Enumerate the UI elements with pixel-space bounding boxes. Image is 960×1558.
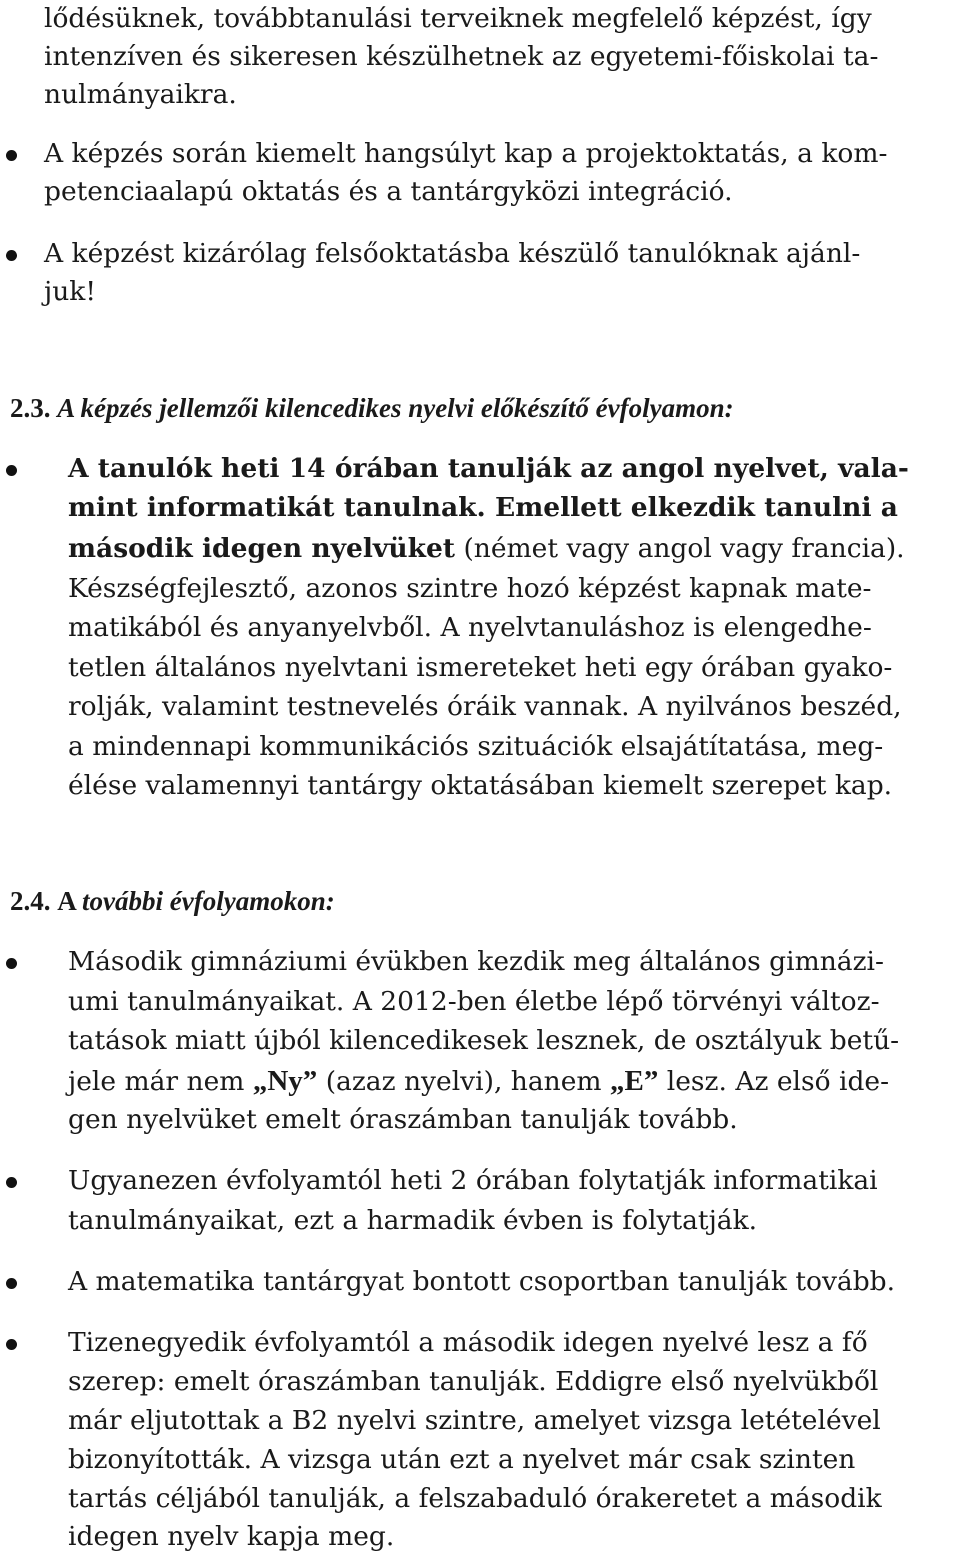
section-2-4-title: további évfolyamokon: bbox=[82, 886, 335, 916]
s24-b4-line-2: szerep: emelt óraszámban tanulják. Eddigre első nyelvükből bbox=[68, 1366, 879, 1397]
section-2-4-number: 2.4. bbox=[10, 886, 51, 916]
s23-line-4: Készségfejlesztő, azonos szintre hozó képzést kapnak mate- bbox=[68, 573, 872, 604]
s24-b3-line-1: A matematika tantárgyat bontott csoportban tanulják tovább. bbox=[68, 1266, 896, 1297]
bullet-a2-line-1: A képzést kizárólag felsőoktatásba készülő tanulóknak ajánl- bbox=[44, 238, 861, 269]
s24-b1-line-4-c: lesz. Az első ide- bbox=[658, 1066, 890, 1097]
s24-b2-line-1: Ugyanezen évfolyamtól heti 2 órában folytatják informatikai bbox=[68, 1165, 878, 1196]
s23-line-2: mint informatikát tanulnak. Emellett elkezdik tanulni a bbox=[68, 492, 898, 523]
s24-b4-line-3: már eljutottak a B2 nyelvi szintre, amelyet vizsga letételével bbox=[68, 1405, 881, 1436]
s24-b1-line-4-b: (azaz nyelvi), hanem bbox=[317, 1066, 610, 1097]
s23-line-3 bbox=[68, 530, 905, 570]
bullet-dot-icon bbox=[6, 1177, 17, 1188]
s23-line-8: a mindennapi kommunikációs szituációk elsajátítatása, meg- bbox=[68, 731, 884, 762]
bullet-a1-line-2: petenciaalapú oktatás és a tantárgyközi integráció. bbox=[44, 176, 733, 207]
s24-b1-line-4 bbox=[68, 1062, 889, 1102]
s23-line-5: matikából és anyanyelvből. A nyelvtanuláshoz is elengedhe- bbox=[68, 612, 872, 643]
section-2-3-number: 2.3. bbox=[10, 393, 51, 423]
s24-b1-line-5: gen nyelvüket emelt óraszámban tanulják tovább. bbox=[68, 1104, 738, 1135]
bullet-dot-icon bbox=[6, 1278, 17, 1289]
class-letter-e: „E” bbox=[609, 1065, 659, 1097]
s23-line-3-bold: második idegen nyelvüket bbox=[68, 533, 456, 564]
section-2-3-heading bbox=[10, 390, 734, 426]
s23-line-6: tetlen általános nyelvtani ismereteket heti egy órában gyako- bbox=[68, 652, 893, 683]
s23-line-1: A tanulók heti 14 órában tanulják az angol nyelvet, vala- bbox=[68, 453, 909, 484]
bullet-dot-icon bbox=[6, 465, 17, 476]
bullet-dot-icon bbox=[6, 958, 17, 969]
s24-b4-line-1: Tizenegyedik évfolyamtól a második idegen nyelvé lesz a fő bbox=[68, 1327, 868, 1358]
section-2-4-heading bbox=[10, 883, 335, 919]
intro-line-1: lődésüknek, továbbtanulási terveiknek megfelelő képzést, így bbox=[44, 3, 872, 34]
s24-b4-line-5: tartás céljából tanulják, a felszabaduló órakeretet a második bbox=[68, 1483, 882, 1514]
section-2-3-title: A képzés jellemzői kilencedikes nyelvi előkészítő évfolyamon: bbox=[57, 393, 734, 423]
section-2-4-title-lead: A bbox=[57, 886, 83, 916]
s24-b4-line-6: idegen nyelv kapja meg. bbox=[68, 1521, 395, 1552]
s23-line-7: rolják, valamint testnevelés óráik vannak. A nyilvános beszéd, bbox=[68, 691, 902, 722]
s24-b1-line-1: Második gimnáziumi évükben kezdik meg általános gimnázi- bbox=[68, 946, 884, 977]
intro-line-3: nulmányaikra. bbox=[44, 79, 237, 110]
class-letter-ny: „Ny” bbox=[252, 1065, 318, 1097]
s24-b1-line-4-a: jele már nem bbox=[68, 1066, 253, 1097]
bullet-dot-icon bbox=[6, 150, 17, 161]
s24-b1-line-2: umi tanulmányaikat. A 2012-ben életbe lépő törvényi változ- bbox=[68, 986, 880, 1017]
bullet-dot-icon bbox=[6, 1339, 17, 1350]
s24-b4-line-4: bizonyították. A vizsga után ezt a nyelvet már csak szinten bbox=[68, 1444, 856, 1475]
intro-line-2: intenzíven és sikeresen készülhetnek az egyetemi-főiskolai ta- bbox=[44, 41, 879, 72]
bullet-a2-line-2: juk! bbox=[44, 276, 96, 307]
s24-b2-line-2: tanulmányaikat, ezt a harmadik évben is folytatják. bbox=[68, 1205, 758, 1236]
s23-line-9: élése valamennyi tantárgy oktatásában kiemelt szerepet kap. bbox=[68, 770, 893, 801]
s23-line-3-rest: (német vagy angol vagy francia). bbox=[455, 533, 905, 564]
bullet-dot-icon bbox=[6, 250, 17, 261]
s24-b1-line-3: tatások miatt újból kilencedikesek lesznek, de osztályuk betű- bbox=[68, 1025, 900, 1056]
bullet-a1-line-1: A képzés során kiemelt hangsúlyt kap a projektoktatás, a kom- bbox=[44, 138, 888, 169]
